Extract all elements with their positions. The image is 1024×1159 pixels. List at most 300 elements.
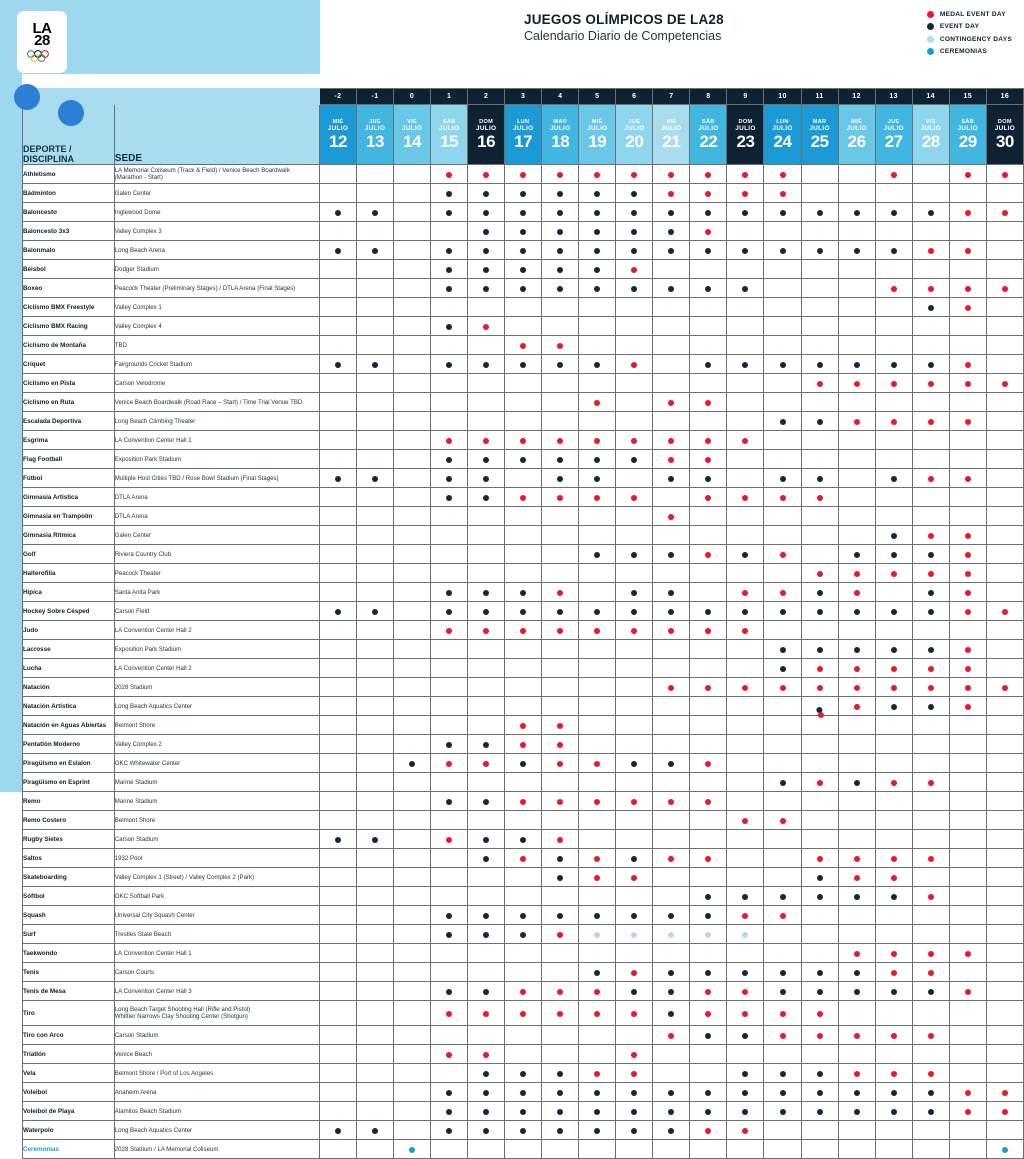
schedule-cell[interactable]	[394, 1121, 431, 1140]
schedule-cell[interactable]	[394, 792, 431, 811]
schedule-cell[interactable]	[579, 355, 616, 374]
schedule-cell[interactable]	[949, 298, 986, 317]
schedule-cell[interactable]	[912, 355, 949, 374]
schedule-cell[interactable]	[875, 165, 912, 184]
schedule-cell[interactable]	[394, 355, 431, 374]
schedule-cell[interactable]	[653, 1121, 690, 1140]
schedule-cell[interactable]	[912, 887, 949, 906]
schedule-cell[interactable]	[542, 1045, 579, 1064]
schedule-cell[interactable]	[949, 317, 986, 336]
schedule-cell[interactable]	[875, 944, 912, 963]
schedule-cell[interactable]	[986, 659, 1023, 678]
schedule-cell[interactable]	[875, 868, 912, 887]
schedule-cell[interactable]	[801, 1064, 838, 1083]
schedule-cell[interactable]	[356, 450, 393, 469]
schedule-cell[interactable]	[579, 507, 616, 526]
schedule-cell[interactable]	[616, 222, 653, 241]
schedule-cell[interactable]	[801, 678, 838, 697]
schedule-cell[interactable]	[653, 184, 690, 203]
schedule-cell[interactable]	[727, 412, 764, 431]
schedule-cell[interactable]	[875, 811, 912, 830]
schedule-cell[interactable]	[801, 716, 838, 735]
schedule-cell[interactable]	[505, 1026, 542, 1045]
schedule-cell[interactable]	[727, 374, 764, 393]
schedule-cell[interactable]	[616, 963, 653, 982]
schedule-cell[interactable]	[505, 1140, 542, 1159]
schedule-cell[interactable]	[949, 659, 986, 678]
schedule-cell[interactable]	[579, 583, 616, 602]
schedule-cell[interactable]	[986, 545, 1023, 564]
day-header-29[interactable]	[949, 105, 986, 165]
schedule-cell[interactable]	[505, 640, 542, 659]
schedule-cell[interactable]	[764, 678, 801, 697]
schedule-cell[interactable]	[690, 944, 727, 963]
schedule-cell[interactable]	[801, 868, 838, 887]
schedule-cell[interactable]	[764, 260, 801, 279]
schedule-cell[interactable]	[505, 887, 542, 906]
schedule-cell[interactable]	[949, 450, 986, 469]
schedule-cell[interactable]	[764, 868, 801, 887]
schedule-cell[interactable]	[505, 773, 542, 792]
schedule-cell[interactable]	[394, 184, 431, 203]
schedule-cell[interactable]	[838, 1001, 875, 1026]
schedule-cell[interactable]	[838, 1083, 875, 1102]
schedule-cell[interactable]	[616, 545, 653, 564]
schedule-cell[interactable]	[505, 279, 542, 298]
schedule-cell[interactable]	[356, 963, 393, 982]
schedule-cell[interactable]	[468, 298, 505, 317]
schedule-cell[interactable]	[579, 944, 616, 963]
schedule-cell[interactable]	[542, 184, 579, 203]
schedule-cell[interactable]	[801, 621, 838, 640]
schedule-cell[interactable]	[690, 963, 727, 982]
schedule-cell[interactable]	[616, 944, 653, 963]
schedule-cell[interactable]	[727, 393, 764, 412]
schedule-cell[interactable]	[986, 241, 1023, 260]
schedule-cell[interactable]	[542, 982, 579, 1001]
schedule-cell[interactable]	[431, 203, 468, 222]
schedule-cell[interactable]	[505, 1102, 542, 1121]
schedule-cell[interactable]	[468, 1064, 505, 1083]
schedule-cell[interactable]	[579, 564, 616, 583]
schedule-cell[interactable]	[838, 450, 875, 469]
schedule-cell[interactable]	[505, 754, 542, 773]
schedule-cell[interactable]	[394, 260, 431, 279]
schedule-cell[interactable]	[431, 165, 468, 184]
schedule-cell[interactable]	[912, 184, 949, 203]
schedule-cell[interactable]	[319, 355, 356, 374]
schedule-cell[interactable]	[616, 621, 653, 640]
schedule-cell[interactable]	[801, 754, 838, 773]
schedule-cell[interactable]	[579, 374, 616, 393]
schedule-cell[interactable]	[616, 602, 653, 621]
schedule-cell[interactable]	[616, 241, 653, 260]
schedule-cell[interactable]	[912, 925, 949, 944]
schedule-cell[interactable]	[801, 165, 838, 184]
schedule-cell[interactable]	[468, 1001, 505, 1026]
schedule-cell[interactable]	[505, 317, 542, 336]
schedule-cell[interactable]	[949, 241, 986, 260]
schedule-cell[interactable]	[431, 887, 468, 906]
schedule-cell[interactable]	[579, 279, 616, 298]
schedule-cell[interactable]	[727, 450, 764, 469]
schedule-cell[interactable]	[801, 222, 838, 241]
schedule-cell[interactable]	[949, 868, 986, 887]
schedule-cell[interactable]	[431, 621, 468, 640]
schedule-cell[interactable]	[690, 184, 727, 203]
schedule-cell[interactable]	[764, 279, 801, 298]
schedule-cell[interactable]	[801, 279, 838, 298]
schedule-cell[interactable]	[542, 811, 579, 830]
schedule-cell[interactable]	[542, 336, 579, 355]
schedule-cell[interactable]	[505, 849, 542, 868]
schedule-cell[interactable]	[653, 602, 690, 621]
schedule-cell[interactable]	[319, 222, 356, 241]
schedule-cell[interactable]	[690, 564, 727, 583]
schedule-cell[interactable]	[690, 678, 727, 697]
schedule-cell[interactable]	[727, 1140, 764, 1159]
schedule-cell[interactable]	[690, 1102, 727, 1121]
schedule-cell[interactable]	[356, 811, 393, 830]
schedule-cell[interactable]	[579, 659, 616, 678]
schedule-cell[interactable]	[468, 450, 505, 469]
schedule-cell[interactable]	[653, 640, 690, 659]
schedule-cell[interactable]	[690, 830, 727, 849]
schedule-cell[interactable]	[505, 678, 542, 697]
schedule-cell[interactable]	[394, 773, 431, 792]
schedule-cell[interactable]	[727, 735, 764, 754]
schedule-cell[interactable]	[801, 355, 838, 374]
schedule-cell[interactable]	[505, 621, 542, 640]
schedule-cell[interactable]	[838, 355, 875, 374]
schedule-cell[interactable]	[579, 317, 616, 336]
schedule-cell[interactable]	[356, 640, 393, 659]
schedule-cell[interactable]	[727, 868, 764, 887]
schedule-cell[interactable]	[616, 583, 653, 602]
schedule-cell[interactable]	[764, 1045, 801, 1064]
schedule-cell[interactable]	[579, 412, 616, 431]
schedule-cell[interactable]	[431, 412, 468, 431]
schedule-cell[interactable]	[690, 260, 727, 279]
schedule-cell[interactable]	[764, 412, 801, 431]
schedule-cell[interactable]	[616, 317, 653, 336]
schedule-cell[interactable]	[431, 1001, 468, 1026]
schedule-cell[interactable]	[319, 716, 356, 735]
schedule-cell[interactable]	[431, 450, 468, 469]
schedule-cell[interactable]	[653, 241, 690, 260]
schedule-cell[interactable]	[690, 697, 727, 716]
schedule-cell[interactable]	[949, 716, 986, 735]
schedule-cell[interactable]	[986, 450, 1023, 469]
schedule-cell[interactable]	[690, 773, 727, 792]
schedule-cell[interactable]	[764, 1064, 801, 1083]
schedule-cell[interactable]	[394, 735, 431, 754]
schedule-cell[interactable]	[542, 165, 579, 184]
schedule-cell[interactable]	[542, 260, 579, 279]
schedule-cell[interactable]	[542, 621, 579, 640]
schedule-cell[interactable]	[579, 982, 616, 1001]
schedule-cell[interactable]	[505, 1083, 542, 1102]
schedule-cell[interactable]	[690, 317, 727, 336]
schedule-cell[interactable]	[616, 811, 653, 830]
schedule-cell[interactable]	[505, 374, 542, 393]
schedule-cell[interactable]	[468, 982, 505, 1001]
schedule-cell[interactable]	[801, 374, 838, 393]
schedule-cell[interactable]	[727, 165, 764, 184]
schedule-cell[interactable]	[579, 526, 616, 545]
schedule-cell[interactable]	[949, 640, 986, 659]
schedule-cell[interactable]	[727, 488, 764, 507]
schedule-cell[interactable]	[653, 621, 690, 640]
schedule-cell[interactable]	[542, 963, 579, 982]
schedule-cell[interactable]	[394, 1064, 431, 1083]
schedule-cell[interactable]	[394, 1026, 431, 1045]
schedule-cell[interactable]	[653, 906, 690, 925]
schedule-cell[interactable]	[542, 697, 579, 716]
day-header-22[interactable]	[690, 105, 727, 165]
schedule-cell[interactable]	[653, 412, 690, 431]
schedule-cell[interactable]	[764, 165, 801, 184]
schedule-cell[interactable]	[356, 830, 393, 849]
schedule-cell[interactable]	[579, 488, 616, 507]
schedule-cell[interactable]	[986, 1026, 1023, 1045]
schedule-cell[interactable]	[727, 982, 764, 1001]
schedule-cell[interactable]	[616, 735, 653, 754]
schedule-cell[interactable]	[838, 735, 875, 754]
schedule-cell[interactable]	[468, 811, 505, 830]
schedule-cell[interactable]	[875, 1102, 912, 1121]
schedule-cell[interactable]	[949, 906, 986, 925]
schedule-cell[interactable]	[542, 298, 579, 317]
schedule-cell[interactable]	[986, 1102, 1023, 1121]
schedule-cell[interactable]	[431, 963, 468, 982]
schedule-cell[interactable]	[653, 564, 690, 583]
schedule-cell[interactable]	[838, 678, 875, 697]
schedule-cell[interactable]	[912, 830, 949, 849]
schedule-cell[interactable]	[319, 184, 356, 203]
schedule-cell[interactable]	[616, 450, 653, 469]
schedule-cell[interactable]	[431, 222, 468, 241]
schedule-cell[interactable]	[468, 279, 505, 298]
schedule-cell[interactable]	[356, 697, 393, 716]
schedule-cell[interactable]	[319, 241, 356, 260]
schedule-cell[interactable]	[764, 1102, 801, 1121]
schedule-cell[interactable]	[912, 260, 949, 279]
schedule-cell[interactable]	[838, 602, 875, 621]
schedule-cell[interactable]	[579, 1083, 616, 1102]
schedule-cell[interactable]	[875, 906, 912, 925]
schedule-cell[interactable]	[616, 773, 653, 792]
schedule-cell[interactable]	[986, 355, 1023, 374]
schedule-cell[interactable]	[505, 1001, 542, 1026]
schedule-cell[interactable]	[949, 184, 986, 203]
schedule-cell[interactable]	[801, 982, 838, 1001]
schedule-cell[interactable]	[949, 222, 986, 241]
schedule-cell[interactable]	[986, 165, 1023, 184]
schedule-cell[interactable]	[912, 203, 949, 222]
schedule-cell[interactable]	[875, 849, 912, 868]
schedule-cell[interactable]	[801, 583, 838, 602]
schedule-cell[interactable]	[431, 906, 468, 925]
schedule-cell[interactable]	[505, 925, 542, 944]
schedule-cell[interactable]	[319, 811, 356, 830]
schedule-cell[interactable]	[319, 754, 356, 773]
schedule-cell[interactable]	[431, 507, 468, 526]
schedule-cell[interactable]	[986, 982, 1023, 1001]
schedule-cell[interactable]	[727, 469, 764, 488]
schedule-cell[interactable]	[542, 1140, 579, 1159]
schedule-cell[interactable]	[838, 583, 875, 602]
schedule-cell[interactable]	[690, 849, 727, 868]
schedule-cell[interactable]	[579, 716, 616, 735]
day-header-14[interactable]	[394, 105, 431, 165]
schedule-cell[interactable]	[431, 659, 468, 678]
schedule-cell[interactable]	[838, 621, 875, 640]
schedule-cell[interactable]	[801, 697, 838, 716]
schedule-cell[interactable]	[764, 849, 801, 868]
schedule-cell[interactable]	[764, 184, 801, 203]
schedule-cell[interactable]	[616, 374, 653, 393]
schedule-cell[interactable]	[394, 564, 431, 583]
schedule-cell[interactable]	[801, 545, 838, 564]
schedule-cell[interactable]	[505, 659, 542, 678]
schedule-cell[interactable]	[319, 925, 356, 944]
schedule-cell[interactable]	[949, 735, 986, 754]
schedule-cell[interactable]	[653, 716, 690, 735]
schedule-cell[interactable]	[838, 659, 875, 678]
schedule-cell[interactable]	[653, 925, 690, 944]
schedule-cell[interactable]	[505, 260, 542, 279]
schedule-cell[interactable]	[468, 754, 505, 773]
schedule-cell[interactable]	[764, 469, 801, 488]
schedule-cell[interactable]	[542, 450, 579, 469]
schedule-cell[interactable]	[838, 849, 875, 868]
schedule-cell[interactable]	[912, 165, 949, 184]
schedule-cell[interactable]	[764, 450, 801, 469]
schedule-cell[interactable]	[727, 260, 764, 279]
schedule-cell[interactable]	[986, 431, 1023, 450]
schedule-cell[interactable]	[319, 1083, 356, 1102]
schedule-cell[interactable]	[801, 1121, 838, 1140]
schedule-cell[interactable]	[579, 241, 616, 260]
schedule-cell[interactable]	[319, 868, 356, 887]
schedule-cell[interactable]	[986, 298, 1023, 317]
schedule-cell[interactable]	[468, 1102, 505, 1121]
schedule-cell[interactable]	[838, 222, 875, 241]
schedule-cell[interactable]	[912, 678, 949, 697]
schedule-cell[interactable]	[838, 336, 875, 355]
schedule-cell[interactable]	[875, 640, 912, 659]
schedule-cell[interactable]	[616, 431, 653, 450]
schedule-cell[interactable]	[764, 621, 801, 640]
schedule-cell[interactable]	[542, 735, 579, 754]
schedule-cell[interactable]	[356, 621, 393, 640]
schedule-cell[interactable]	[579, 906, 616, 925]
schedule-cell[interactable]	[468, 1026, 505, 1045]
schedule-cell[interactable]	[949, 944, 986, 963]
schedule-cell[interactable]	[690, 374, 727, 393]
schedule-cell[interactable]	[579, 450, 616, 469]
schedule-cell[interactable]	[653, 526, 690, 545]
schedule-cell[interactable]	[505, 982, 542, 1001]
schedule-cell[interactable]	[690, 1121, 727, 1140]
schedule-cell[interactable]	[505, 1045, 542, 1064]
schedule-cell[interactable]	[801, 469, 838, 488]
schedule-cell[interactable]	[653, 1045, 690, 1064]
schedule-cell[interactable]	[764, 336, 801, 355]
schedule-cell[interactable]	[653, 583, 690, 602]
schedule-cell[interactable]	[653, 697, 690, 716]
schedule-cell[interactable]	[319, 963, 356, 982]
schedule-cell[interactable]	[616, 1102, 653, 1121]
schedule-cell[interactable]	[505, 298, 542, 317]
day-header-24[interactable]	[764, 105, 801, 165]
schedule-cell[interactable]	[838, 906, 875, 925]
schedule-cell[interactable]	[838, 830, 875, 849]
schedule-cell[interactable]	[690, 298, 727, 317]
schedule-cell[interactable]	[653, 431, 690, 450]
schedule-cell[interactable]	[875, 469, 912, 488]
schedule-cell[interactable]	[394, 754, 431, 773]
schedule-cell[interactable]	[542, 583, 579, 602]
schedule-cell[interactable]	[727, 621, 764, 640]
schedule-cell[interactable]	[468, 203, 505, 222]
schedule-cell[interactable]	[505, 564, 542, 583]
schedule-cell[interactable]	[616, 488, 653, 507]
schedule-cell[interactable]	[468, 735, 505, 754]
schedule-cell[interactable]	[875, 678, 912, 697]
schedule-cell[interactable]	[319, 830, 356, 849]
schedule-cell[interactable]	[801, 241, 838, 260]
schedule-cell[interactable]	[542, 602, 579, 621]
schedule-cell[interactable]	[542, 792, 579, 811]
schedule-cell[interactable]	[764, 241, 801, 260]
schedule-cell[interactable]	[801, 925, 838, 944]
schedule-cell[interactable]	[356, 355, 393, 374]
schedule-cell[interactable]	[468, 697, 505, 716]
schedule-cell[interactable]	[468, 583, 505, 602]
schedule-cell[interactable]	[356, 1083, 393, 1102]
schedule-cell[interactable]	[838, 165, 875, 184]
schedule-cell[interactable]	[431, 184, 468, 203]
schedule-cell[interactable]	[542, 469, 579, 488]
schedule-cell[interactable]	[394, 697, 431, 716]
schedule-cell[interactable]	[727, 830, 764, 849]
schedule-cell[interactable]	[431, 773, 468, 792]
day-header-26[interactable]	[838, 105, 875, 165]
schedule-cell[interactable]	[356, 754, 393, 773]
schedule-cell[interactable]	[727, 298, 764, 317]
schedule-cell[interactable]	[356, 868, 393, 887]
schedule-cell[interactable]	[394, 336, 431, 355]
schedule-cell[interactable]	[394, 507, 431, 526]
schedule-cell[interactable]	[986, 621, 1023, 640]
schedule-cell[interactable]	[431, 1102, 468, 1121]
schedule-cell[interactable]	[949, 564, 986, 583]
schedule-cell[interactable]	[838, 811, 875, 830]
schedule-cell[interactable]	[356, 488, 393, 507]
schedule-cell[interactable]	[653, 1064, 690, 1083]
schedule-cell[interactable]	[653, 811, 690, 830]
schedule-cell[interactable]	[949, 583, 986, 602]
schedule-cell[interactable]	[468, 963, 505, 982]
schedule-cell[interactable]	[949, 621, 986, 640]
schedule-cell[interactable]	[616, 925, 653, 944]
schedule-cell[interactable]	[727, 564, 764, 583]
schedule-cell[interactable]	[468, 887, 505, 906]
schedule-cell[interactable]	[690, 545, 727, 564]
schedule-cell[interactable]	[912, 640, 949, 659]
